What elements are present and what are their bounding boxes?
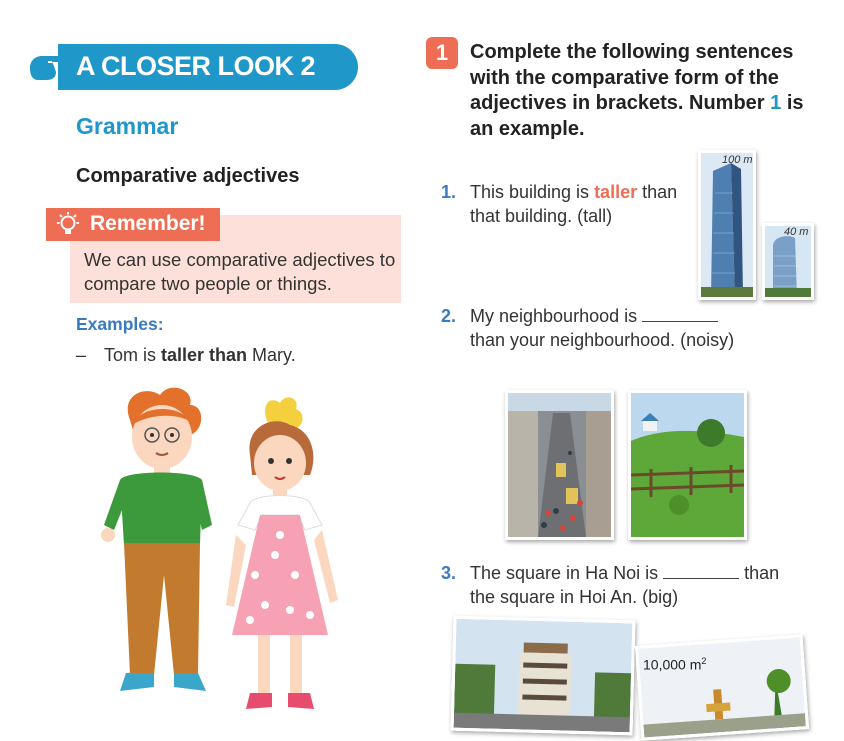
lightbulb-icon — [54, 211, 82, 239]
remember-text: We can use comparative adjectives to compare two people or things. — [84, 249, 396, 294]
exercise-number-badge: 1 — [426, 37, 458, 69]
remember-label: Remember! — [90, 212, 206, 235]
children-illustration — [90, 375, 360, 725]
section-title: A CLOSER LOOK 2 — [76, 51, 316, 81]
busy-street-photo — [505, 390, 614, 540]
answer-example: taller — [594, 182, 638, 202]
example-dash: – — [76, 345, 87, 365]
comparative-adjectives-heading: Comparative adjectives — [76, 165, 300, 187]
question-3-text: The square in Ha Noi is than the square in Hoi An. (big) — [470, 563, 780, 607]
grammar-heading: Grammar — [76, 113, 179, 139]
examples-label: Examples: — [76, 314, 164, 334]
exercise-instruction: Complete the following sentences with the comparative form of the adjectives in brackets. Number 1 is an example. — [470, 41, 804, 140]
question-3-number: 3. — [441, 563, 457, 583]
hand-pointer-icon — [26, 46, 70, 86]
question-2-text: My neighbourhood is than your neighbourhood. (noisy) — [470, 306, 735, 350]
area-label: 10,000 $m^2$ — [643, 656, 707, 673]
example-sentence: – Tom is taller than Mary. — [76, 345, 296, 365]
question-1-text: This building is taller than that building. (tall) — [470, 182, 678, 226]
tall-building-height-label: 100 m — [722, 154, 753, 166]
short-building-height-label: 40 m — [784, 226, 809, 238]
girl-figure — [226, 397, 338, 709]
question-2-number: 2. — [441, 306, 457, 326]
question-1-number: 1. — [441, 182, 457, 202]
answer-blank-3 — [663, 564, 739, 579]
answer-blank-2 — [642, 307, 718, 322]
countryside-photo — [628, 390, 747, 540]
boy-figure — [101, 388, 212, 691]
ha-noi-square-photo — [451, 616, 636, 736]
tall-building-photo — [698, 150, 756, 300]
